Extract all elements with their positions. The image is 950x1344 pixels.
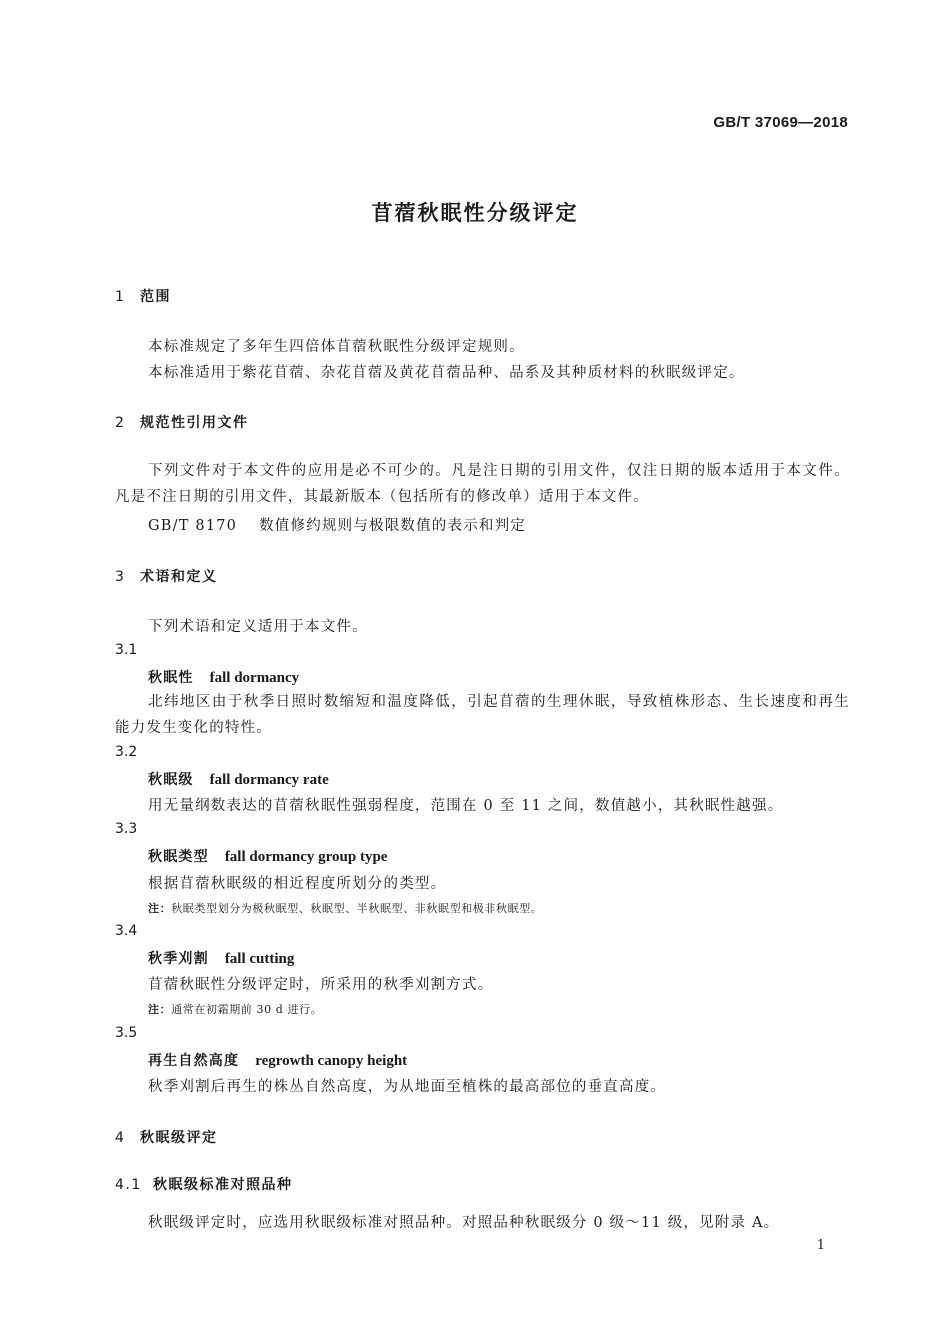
section-title: 规范性引用文件 <box>140 415 249 431</box>
note-text: 通常在初霜期前 30 d 进行。 <box>171 1003 323 1016</box>
standard-number: GB/T 37069—2018 <box>713 114 848 131</box>
paragraph: 下列文件对于本文件的应用是必不可少的。凡是注日期的引用文件，仅注日期的版本适用于本文件。凡是不注日期的引用文件，其最新版本（包括所有的修改单）适用于本文件。 <box>115 463 850 505</box>
clause-number: 3.2 <box>115 744 138 760</box>
term-definition: 根据苜蓿秋眠级的相近程度所划分的类型。 <box>148 876 447 892</box>
section-number: 4 <box>115 1130 126 1146</box>
note-label: 注： <box>148 902 172 915</box>
term-zh: 秋季刈割 <box>148 951 209 967</box>
term-definition: 苜蓿秋眠性分级评定时，所采用的秋季刈割方式。 <box>148 977 494 993</box>
section-title: 术语和定义 <box>140 569 218 585</box>
document-title: 苜蓿秋眠性分级评定 <box>371 201 579 225</box>
term-zh: 秋眠级 <box>148 772 194 788</box>
subsection-4-1-heading <box>115 1174 293 1194</box>
subsection-number: 4.1 <box>115 1177 142 1193</box>
term-en: fall dormancy <box>209 670 300 686</box>
clause-number: 3.5 <box>115 1025 138 1041</box>
term-entry <box>148 846 387 866</box>
term-zh: 秋眠性 <box>148 670 194 686</box>
term-definition: 秋季刈割后再生的株丛自然高度，为从地面至植株的最高部位的垂直高度。 <box>148 1079 667 1095</box>
section-number: 3 <box>115 569 126 585</box>
term-zh: 秋眠类型 <box>148 849 209 865</box>
reference-code: GB/T 8170 <box>148 518 238 534</box>
term-en: fall dormancy group type <box>224 849 388 865</box>
paragraph: 秋眠级评定时，应选用秋眠级标准对照品种。对照品种秋眠级分 0 级～11 级，见附录 A。 <box>148 1215 780 1231</box>
term-definition: 北纬地区由于秋季日照时数缩短和温度降低，引起苜蓿的生理休眠，导致植株形态、生长速度和再生能力发生变化的特性。 <box>115 694 850 736</box>
term-en: fall cutting <box>224 951 295 967</box>
note-label: 注： <box>148 1003 172 1016</box>
note-text: 秋眠类型划分为极秋眠型、秋眠型、半秋眠型、非秋眠型和极非秋眠型。 <box>171 902 543 915</box>
clause-number: 3.1 <box>115 642 138 658</box>
paragraph: 下列术语和定义适用于本文件。 <box>148 619 368 635</box>
note <box>148 900 542 916</box>
section-1-heading <box>115 286 171 306</box>
section-number: 2 <box>115 415 126 431</box>
page-number: 1 <box>816 1238 825 1253</box>
term-entry <box>148 948 294 968</box>
term-en: fall dormancy rate <box>209 772 329 788</box>
clause-number: 3.4 <box>115 923 138 939</box>
note <box>148 1001 322 1017</box>
term-zh: 再生自然高度 <box>148 1053 240 1069</box>
reference-title: 数值修约规则与极限数值的表示和判定 <box>259 518 527 534</box>
paragraph: 本标准适用于紫花苜蓿、杂花苜蓿及黄花苜蓿品种、品系及其种质材料的秋眠级评定。 <box>148 365 745 381</box>
subsection-title: 秋眠级标准对照品种 <box>153 1177 293 1193</box>
term-entry <box>148 1050 407 1070</box>
term-definition: 用无量纲数表达的苜蓿秋眠性强弱程度，范围在 0 至 11 之间，数值越小，其秋眠性越强。 <box>148 798 784 814</box>
section-3-heading <box>115 566 218 586</box>
term-entry <box>148 769 329 789</box>
section-title: 秋眠级评定 <box>140 1130 218 1146</box>
term-entry <box>148 667 299 687</box>
section-number: 1 <box>115 289 126 305</box>
section-4-heading <box>115 1127 218 1147</box>
section-2-heading <box>115 412 249 432</box>
paragraph: 本标准规定了多年生四倍体苜蓿秋眠性分级评定规则。 <box>148 339 525 355</box>
term-en: regrowth canopy height <box>255 1053 408 1069</box>
clause-number: 3.3 <box>115 821 138 837</box>
section-title: 范围 <box>140 289 171 305</box>
normative-reference <box>148 514 526 535</box>
